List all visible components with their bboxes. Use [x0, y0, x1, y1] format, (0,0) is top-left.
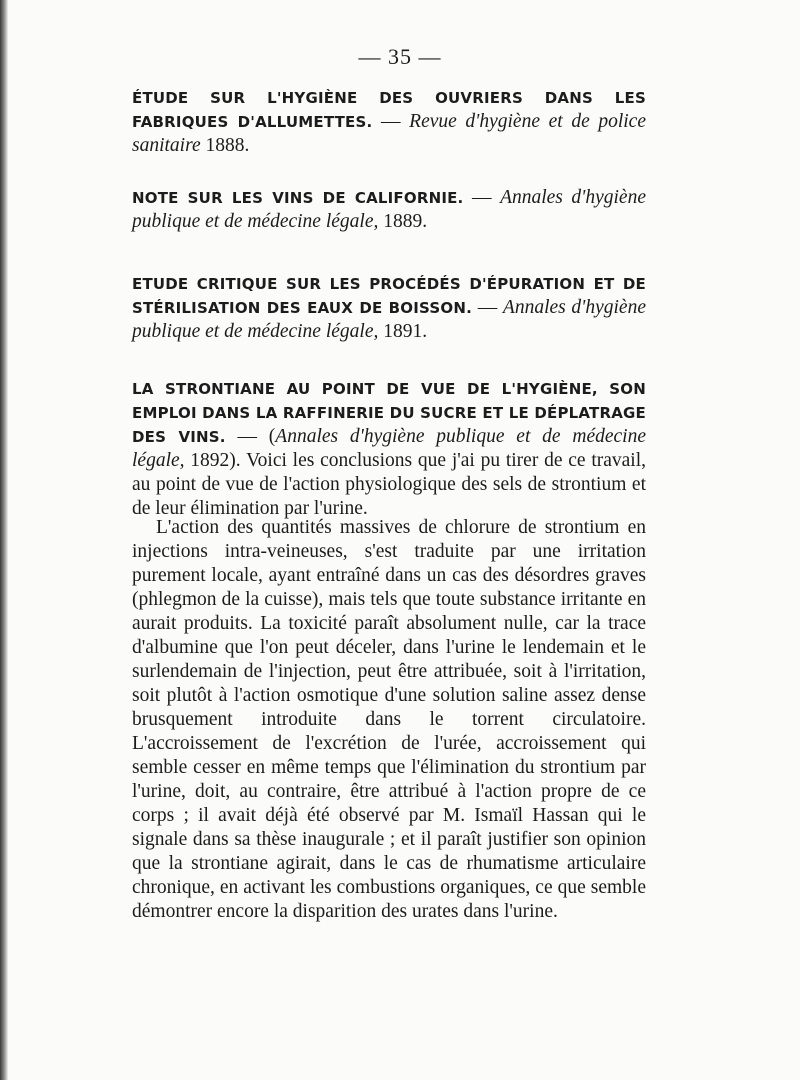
entry-dash: — (: [225, 426, 276, 447]
entry-year: 1892).: [184, 450, 241, 471]
entry-source: Annales d'hygiène publique et de médecine légale,: [132, 426, 646, 471]
entry-title: NOTE SUR LES VINS DE CALIFORNIE.: [132, 189, 464, 207]
page-number: — 35 —: [358, 44, 442, 69]
bibliography-entry: [132, 377, 646, 521]
bibliography-entry: [132, 272, 646, 344]
entry-year: 1889.: [378, 211, 428, 232]
entry-title: ÉTUDE SUR L'HYGIÈNE DES OUVRIERS DANS LES FABRIQUES D'ALLUMETTES.: [132, 89, 646, 131]
bibliography-entry: [132, 186, 646, 234]
entry-dash: —: [372, 111, 410, 132]
entry-year: 1888.: [200, 135, 250, 156]
body-paragraph: L'action des quantités massives de chlorure de strontium en injections intra-veineuses, s'est traduite par une irritation purement locale, ayant entraîné dans un cas des désordres graves (phlegmon de la cuisse), mais tels que toute substance irritante en aurait produits. La toxicité paraît absolument nulle, car la trace d'albumine que l'on peut déceler, dans l'urine le lendemain et le surlendemain de l'injection, peut être attribuée, soit à l'irritation, soit plutôt à l'action osmotique d'une solution saline assez dense brusquement introduite dans le torrent circulatoire. L'accroissement de l'excrétion de l'urée, accroissement qui semble cesser en même temps que l'élimination du strontium par l'urine, doit, au contraire, être attribué à l'action propre de ce corps ; il avait déjà été observé par M. Ismaïl Hassan qui le signale dans sa thèse inaugurale ; et il paraît justifier son opinion que la strontiane agirait, dans le cas de rhumatisme articulaire chronique, en activant les combustions organiques, ce que semble démontrer encore la disparition des urates dans l'urine.: [132, 517, 646, 922]
entry-source: Annales d'hygiène publique et de médecine légale,: [132, 187, 646, 232]
page-edge-shadow: [0, 0, 8, 1080]
entry-dash: —: [463, 187, 501, 208]
entry-title: ETUDE CRITIQUE SUR LES PROCÉDÉS D'ÉPURATION ET DE STÉRILISATION DES EAUX DE BOISSON.: [132, 275, 646, 317]
entry-title: LA STRONTIANE AU POINT DE VUE DE L'HYGIÈNE, SON EMPLOI DANS LA RAFFINERIE DU SUCRE ET LE DÉPLATRAGE DES VINS.: [132, 380, 646, 446]
entry-dash: —: [471, 297, 503, 318]
entry-source: Annales d'hygiène publique et de médecine légale,: [132, 297, 646, 342]
bibliography-entry: [132, 86, 646, 158]
entry-source: Revue d'hygiène et de police sanitaire: [132, 111, 646, 156]
entry-text: Voici les conclusions que j'ai pu tirer de ce travail, au point de vue de l'action physiologique des sels de strontium et de leur élimination par l'urine.: [132, 450, 646, 519]
entry-year: 1891.: [378, 321, 428, 342]
